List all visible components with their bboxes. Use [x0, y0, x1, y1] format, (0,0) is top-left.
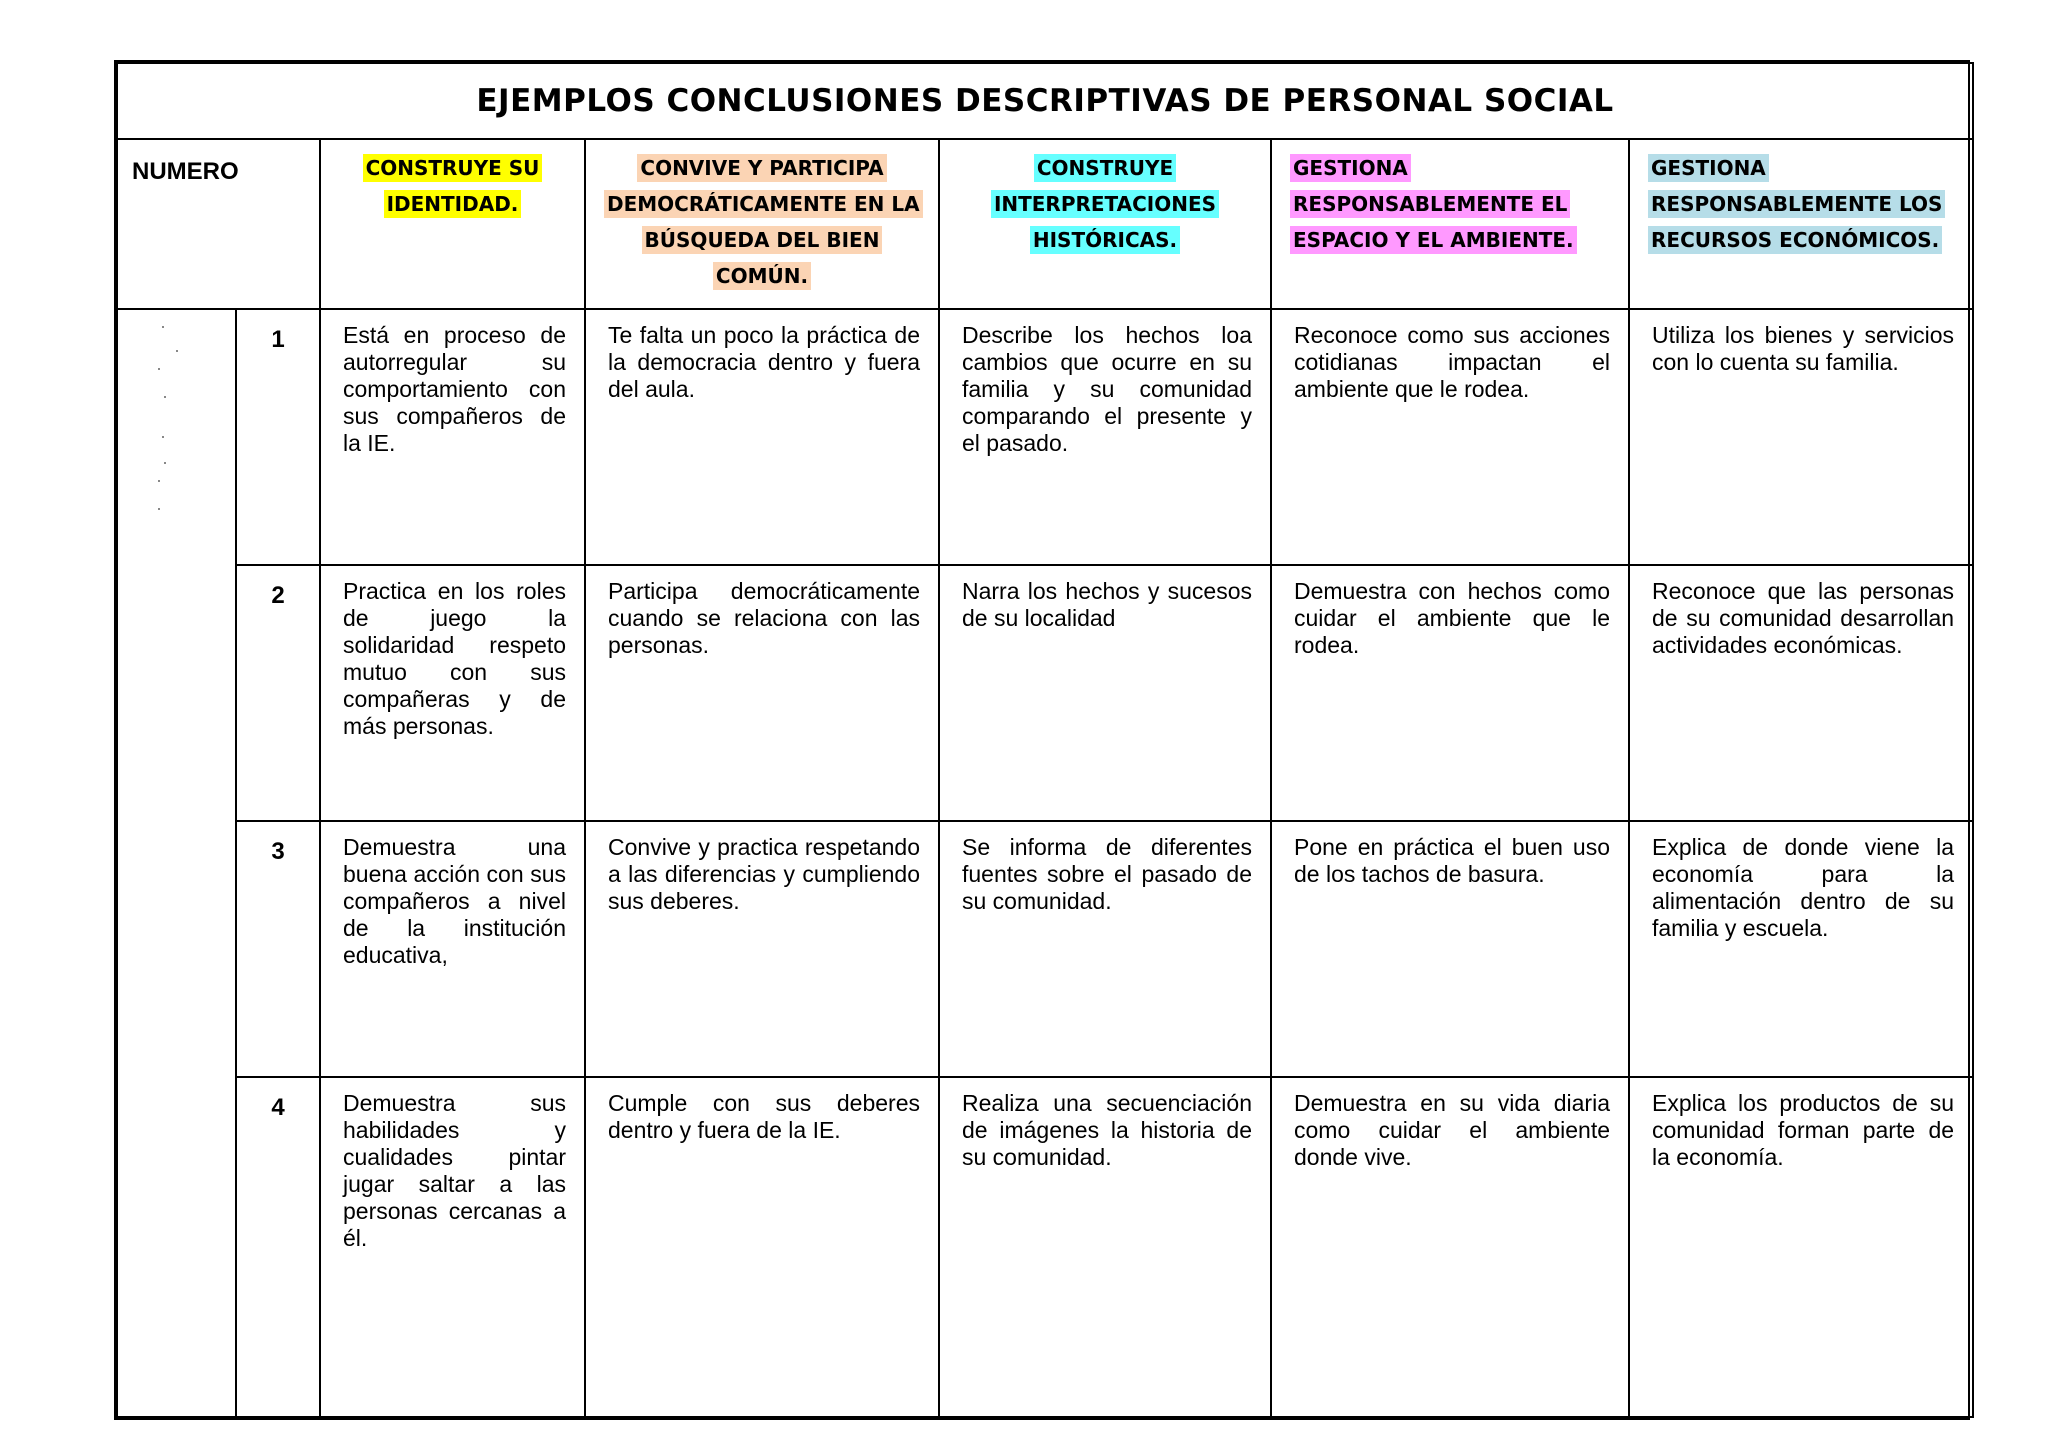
- table-row: [117, 309, 1973, 565]
- table-row: [117, 821, 1973, 1077]
- table-cell: Narra los hechos y sucesos de su localidad: [939, 565, 1271, 821]
- page-title: EJEMPLOS CONCLUSIONES DESCRIPTIVAS DE PERSONAL SOCIAL: [117, 63, 1973, 139]
- table-cell: Demuestra una buena acción con sus compañeros a nivel de la institución educativa,: [320, 821, 585, 1077]
- table-cell: Convive y practica respetando a las diferencias y cumpliendo sus deberes.: [585, 821, 939, 1077]
- column-header-label: CONVIVE Y PARTICIPA DEMOCRÁTICAMENTE EN LA BÚSQUEDA DEL BIEN COMÚN.: [604, 154, 923, 290]
- column-header-coexist: [585, 139, 939, 309]
- table-cell: Cumple con sus deberes dentro y fuera de la IE.: [585, 1077, 939, 1417]
- table-cell: Reconoce como sus acciones cotidianas impactan el ambiente que le rodea.: [1271, 309, 1629, 565]
- column-header-history: [939, 139, 1271, 309]
- table-cell: Pone en práctica el buen uso de los tachos de basura.: [1271, 821, 1629, 1077]
- table-cell: Demuestra en su vida diaria como cuidar el ambiente donde vive.: [1271, 1077, 1629, 1417]
- table-cell: Está en proceso de autorregular su comportamiento con sus compañeros de la IE.: [320, 309, 585, 565]
- table-cell: Describe los hechos loa cambios que ocurre en su familia y su comunidad comparando el presente y el pasado.: [939, 309, 1271, 565]
- table-cell: Explica los productos de su comunidad forman parte de la economía.: [1629, 1077, 1973, 1417]
- table-cell: Demuestra con hechos como cuidar el ambiente que le rodea.: [1271, 565, 1629, 821]
- column-header-environment: [1271, 139, 1629, 309]
- row-number: 2: [236, 565, 320, 821]
- table-row: [117, 565, 1973, 821]
- table-cell: Participa democráticamente cuando se relaciona con las personas.: [585, 565, 939, 821]
- table-cell: Te falta un poco la práctica de la democracia dentro y fuera del aula.: [585, 309, 939, 565]
- table-cell: Realiza una secuenciación de imágenes la historia de su comunidad.: [939, 1077, 1271, 1417]
- table-cell: Utiliza los bienes y servicios con lo cuenta su familia.: [1629, 309, 1973, 565]
- column-header-label: CONSTRUYE INTERPRETACIONES HISTÓRICAS.: [991, 154, 1219, 254]
- row-number: 4: [236, 1077, 320, 1417]
- conclusions-table: [116, 62, 1974, 1418]
- column-header-label: GESTIONA RESPONSABLEMENTE LOS RECURSOS ECONÓMICOS.: [1648, 154, 1945, 254]
- table-row: [117, 1077, 1973, 1417]
- row-number: 3: [236, 821, 320, 1077]
- number-header: NUMERO: [117, 139, 320, 309]
- column-header-identity: [320, 139, 585, 309]
- table-cell: Practica en los roles de juego la solidaridad respeto mutuo con sus compañeras y de más personas.: [320, 565, 585, 821]
- header-row: [117, 139, 1973, 309]
- table-cell: Se informa de diferentes fuentes sobre el pasado de su comunidad.: [939, 821, 1271, 1077]
- column-header-economy: [1629, 139, 1973, 309]
- table-cell: Reconoce que las personas de su comunidad desarrollan actividades económicas.: [1629, 565, 1973, 821]
- table-cell: Demuestra sus habilidades y cualidades pintar jugar saltar a las personas cercanas a él.: [320, 1077, 585, 1417]
- row-number: 1: [236, 309, 320, 565]
- rubric-sheet: [114, 60, 1970, 1420]
- column-header-label: CONSTRUYE SU IDENTIDAD.: [363, 154, 543, 218]
- column-header-label: GESTIONA RESPONSABLEMENTE EL ESPACIO Y EL AMBIENTE.: [1290, 154, 1577, 254]
- table-cell: Explica de donde viene la economía para la alimentación dentro de su familia y escuela.: [1629, 821, 1973, 1077]
- blank-side-cell: [117, 309, 236, 1417]
